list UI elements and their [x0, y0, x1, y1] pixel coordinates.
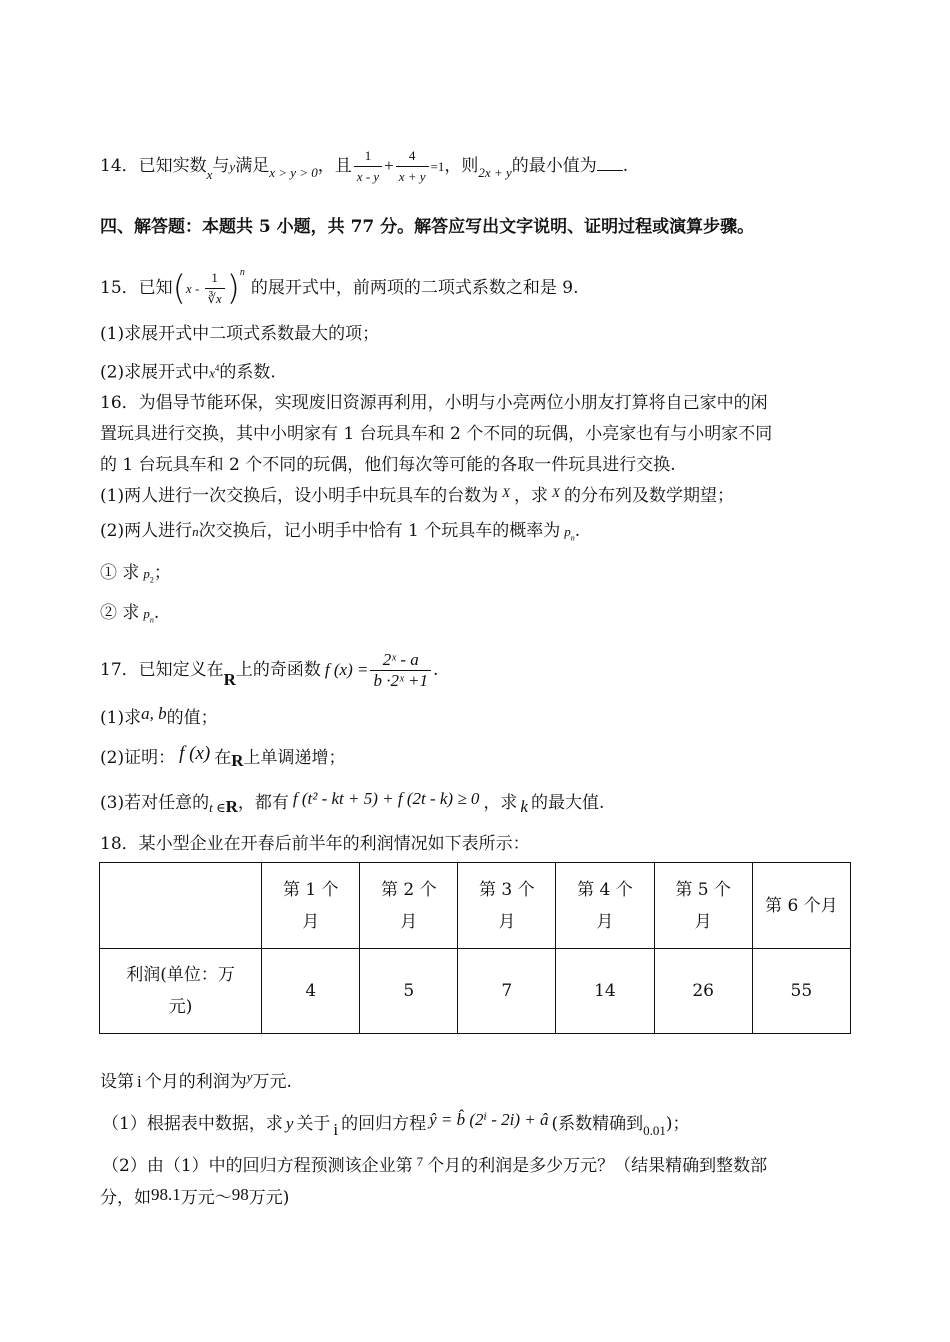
table-header-cell: 第 2 个 月 — [360, 863, 458, 949]
q18-text: 万元～ — [180, 1188, 232, 1208]
table-cell: 7 — [458, 949, 556, 1034]
q17-number: 17． — [100, 660, 139, 680]
fraction-denominator: x + y — [398, 169, 426, 184]
var-x: x — [185, 281, 192, 296]
table-header-cell: 第 5 个 月 — [654, 863, 752, 949]
q17-text: 的最大值. — [530, 793, 605, 813]
q18-part1 — [102, 1112, 690, 1137]
var-p: p — [564, 524, 571, 539]
var-X: X — [502, 485, 511, 500]
q18-setup — [100, 1070, 292, 1095]
month-seven: 7 — [416, 1154, 424, 1169]
table-cell: 5 — [360, 949, 458, 1034]
fraction-numerator: 2ˣ - a — [370, 650, 431, 671]
q16-circle2 — [100, 601, 159, 632]
q17-text: 在 — [214, 748, 232, 768]
var-p: p — [143, 606, 150, 621]
q14-text: 与 — [212, 156, 230, 176]
q17-text: 上单调递增； — [243, 748, 346, 768]
q15-line — [100, 268, 578, 309]
precision-value: 0.01 — [643, 1123, 666, 1138]
q18-text: 设第 — [100, 1072, 134, 1092]
fraction-denominator: b ·2ˣ +1 — [373, 671, 429, 690]
q18-text: 分，如 — [100, 1188, 151, 1208]
table-header-cell: 第 6 个月 — [752, 863, 850, 949]
table-cell: 26 — [654, 949, 752, 1034]
q16-text: ① 求 — [100, 563, 140, 583]
t-in: t ∈ — [209, 800, 226, 815]
fraction-denominator: ∛x — [207, 291, 222, 306]
q17-text: 的值； — [166, 708, 218, 728]
q16-line-3: 的 1 台玩具车和 2 个不同的玩偶，他们每次等可能的各取一件玩具进行交换. — [100, 455, 676, 475]
table-header-row — [100, 863, 851, 949]
q16-text: ② 求 — [100, 603, 140, 623]
table-row — [100, 949, 851, 1034]
var-k: k — [520, 797, 528, 816]
q15-text: 的展开式中，前两项的二项式系数之和是 9. — [250, 278, 579, 298]
table-cell: 4 — [262, 949, 360, 1034]
q18-part2 — [102, 1154, 767, 1179]
example-value: 98.1 — [151, 1185, 181, 1204]
q16-text: ； — [153, 563, 171, 583]
q15-number: 15． — [100, 278, 139, 298]
exponent-n: n — [239, 267, 245, 278]
var-y: y — [285, 1114, 294, 1133]
q16-text: ，求 — [514, 486, 549, 506]
function-fraction — [370, 650, 431, 691]
fraction-numerator: 1 — [354, 146, 382, 167]
q14-number: 14． — [100, 156, 139, 176]
answer-blank — [597, 154, 623, 171]
q16-text: . — [574, 521, 581, 541]
plus-sign: + — [384, 156, 394, 175]
subscript-n: n — [149, 615, 154, 625]
q18-text: 万元) — [248, 1188, 290, 1208]
q16-text: . — [153, 603, 160, 623]
table-header-cell — [100, 863, 262, 949]
fraction-numerator: 4 — [396, 146, 429, 167]
q18-text: （2）由（1）中的回归方程预测该企业第 — [102, 1156, 413, 1176]
exponent: 4 — [214, 363, 220, 373]
q15-part2 — [100, 356, 276, 386]
q15-part1: (1)求展开式中二项式系数最大的项； — [100, 324, 380, 344]
function-fx: f (x) — [179, 743, 211, 764]
q16-circle1 — [100, 561, 171, 592]
q18-text: （1）根据表中数据，求 — [102, 1114, 283, 1134]
q17-text: 上的奇函数 — [235, 660, 321, 680]
var-i: i — [137, 1072, 142, 1091]
fraction-denominator: x - y — [356, 169, 380, 184]
q17-line — [100, 650, 438, 691]
q16-line-2: 置玩具进行交换，其中小明家有 1 台玩具车和 2 个不同的玩偶，小亮家也有与小明家不同 — [100, 424, 773, 444]
q16-text: (2)两人进行 — [100, 521, 193, 541]
vars-ab: a, b — [141, 704, 167, 723]
q18-text: 万元. — [252, 1072, 292, 1092]
profit-table — [99, 862, 851, 1034]
q18-text: )； — [665, 1114, 690, 1134]
var-x: x — [209, 365, 215, 381]
var-i: i — [333, 1120, 339, 1139]
q16-line-1: 16．为倡导节能环保，实现废旧资源再利用，小明与小亮两位小朋友打算将自己家中的闲 — [100, 393, 768, 413]
q14-expression: 2x + y — [478, 165, 512, 180]
q18-text: 个月的利润是多少万元？（结果精确到整数部 — [427, 1156, 768, 1176]
table-cell: 55 — [752, 949, 850, 1034]
q18-part2-cont — [100, 1186, 289, 1210]
q18-text: 关于 — [296, 1114, 331, 1134]
q16-text: (1)两人进行一次交换后，设小明手中玩具车的台数为 — [100, 486, 499, 506]
q18-text: 个月的利润为 — [144, 1072, 247, 1092]
q18-intro: 18．某小型企业在开春后前半年的利润情况如下表所示： — [100, 834, 530, 854]
q14-text: 满足 — [235, 156, 270, 176]
table-cell: 14 — [556, 949, 654, 1034]
fraction-2 — [396, 146, 429, 187]
q16-text: 的分布列及数学期望； — [564, 486, 734, 506]
table-header-cell: 第 1 个 月 — [262, 863, 360, 949]
q14-text: 的最小值为 — [511, 156, 597, 176]
q14-text: ，则 — [444, 156, 479, 176]
q17-text: (3)若对任意的 — [100, 793, 210, 813]
inequality: f (t² - kt + 5) + f (2t - k) ≥ 0 — [292, 789, 480, 808]
q15-text: (2)求展开式中 — [100, 362, 210, 383]
q15-text: 的系数. — [219, 362, 276, 383]
function-fx: f (x) = — [324, 660, 369, 679]
q15-text: 已知 — [138, 278, 173, 298]
real-set-R: R — [225, 797, 238, 816]
var-y: y — [246, 1069, 253, 1084]
q17-text: 已知定义在 — [138, 660, 224, 680]
q14-text: 已知实数 — [138, 156, 207, 176]
minus-sign: - — [191, 281, 203, 296]
table-header-cell: 第 4 个 月 — [556, 863, 654, 949]
q16-part2 — [100, 519, 580, 550]
q17-text: . — [433, 660, 439, 680]
q17-part2 — [100, 743, 346, 770]
q16-text: 次交换后，记小明手中恰有 1 个玩具车的概率为 — [198, 521, 561, 541]
fraction-1 — [354, 146, 382, 187]
left-paren: ( — [172, 268, 186, 309]
real-set-R: R — [231, 751, 244, 770]
q14-text: ，且 — [317, 156, 352, 176]
section-heading: 四、解答题：本题共 5 小题，共 77 分。解答应写出文字说明、证明过程或演算步骤。 — [100, 217, 755, 237]
q14-line — [100, 146, 628, 187]
real-set-R: R — [223, 670, 236, 689]
var-x: x — [206, 167, 213, 182]
fraction — [205, 268, 225, 309]
right-paren: ) — [226, 268, 240, 309]
equals-one: =1 — [430, 159, 445, 174]
table-row-label: 利润(单位：万 元) — [100, 949, 262, 1034]
var-X: X — [552, 485, 560, 500]
var-p: p — [143, 566, 150, 581]
q17-part1 — [100, 706, 218, 730]
var-n: n — [192, 524, 199, 539]
q16-part1 — [100, 484, 734, 509]
q14-text: . — [622, 156, 629, 176]
q18-text: 的回归方程 — [341, 1114, 427, 1134]
q17-part3 — [100, 791, 604, 816]
q17-text: ，求 — [483, 793, 518, 813]
var-y: y — [229, 159, 236, 174]
q17-text: ，都有 — [237, 793, 289, 813]
subscript-2: 2 — [149, 575, 154, 585]
q17-text: (2)证明： — [100, 748, 176, 768]
example-rounded: 98 — [231, 1185, 249, 1204]
q18-text: (系数精确到 — [551, 1114, 644, 1134]
q14-condition: x > y > 0 — [269, 165, 318, 180]
subscript-n: n — [570, 533, 575, 543]
fraction-numerator: 1 — [205, 268, 225, 289]
table-header-cell: 第 3 个 月 — [458, 863, 556, 949]
regression-equation: ŷ = b̂ (2ⁱ - 2i) + â — [429, 1110, 549, 1129]
q17-text: (1)求 — [100, 708, 142, 728]
